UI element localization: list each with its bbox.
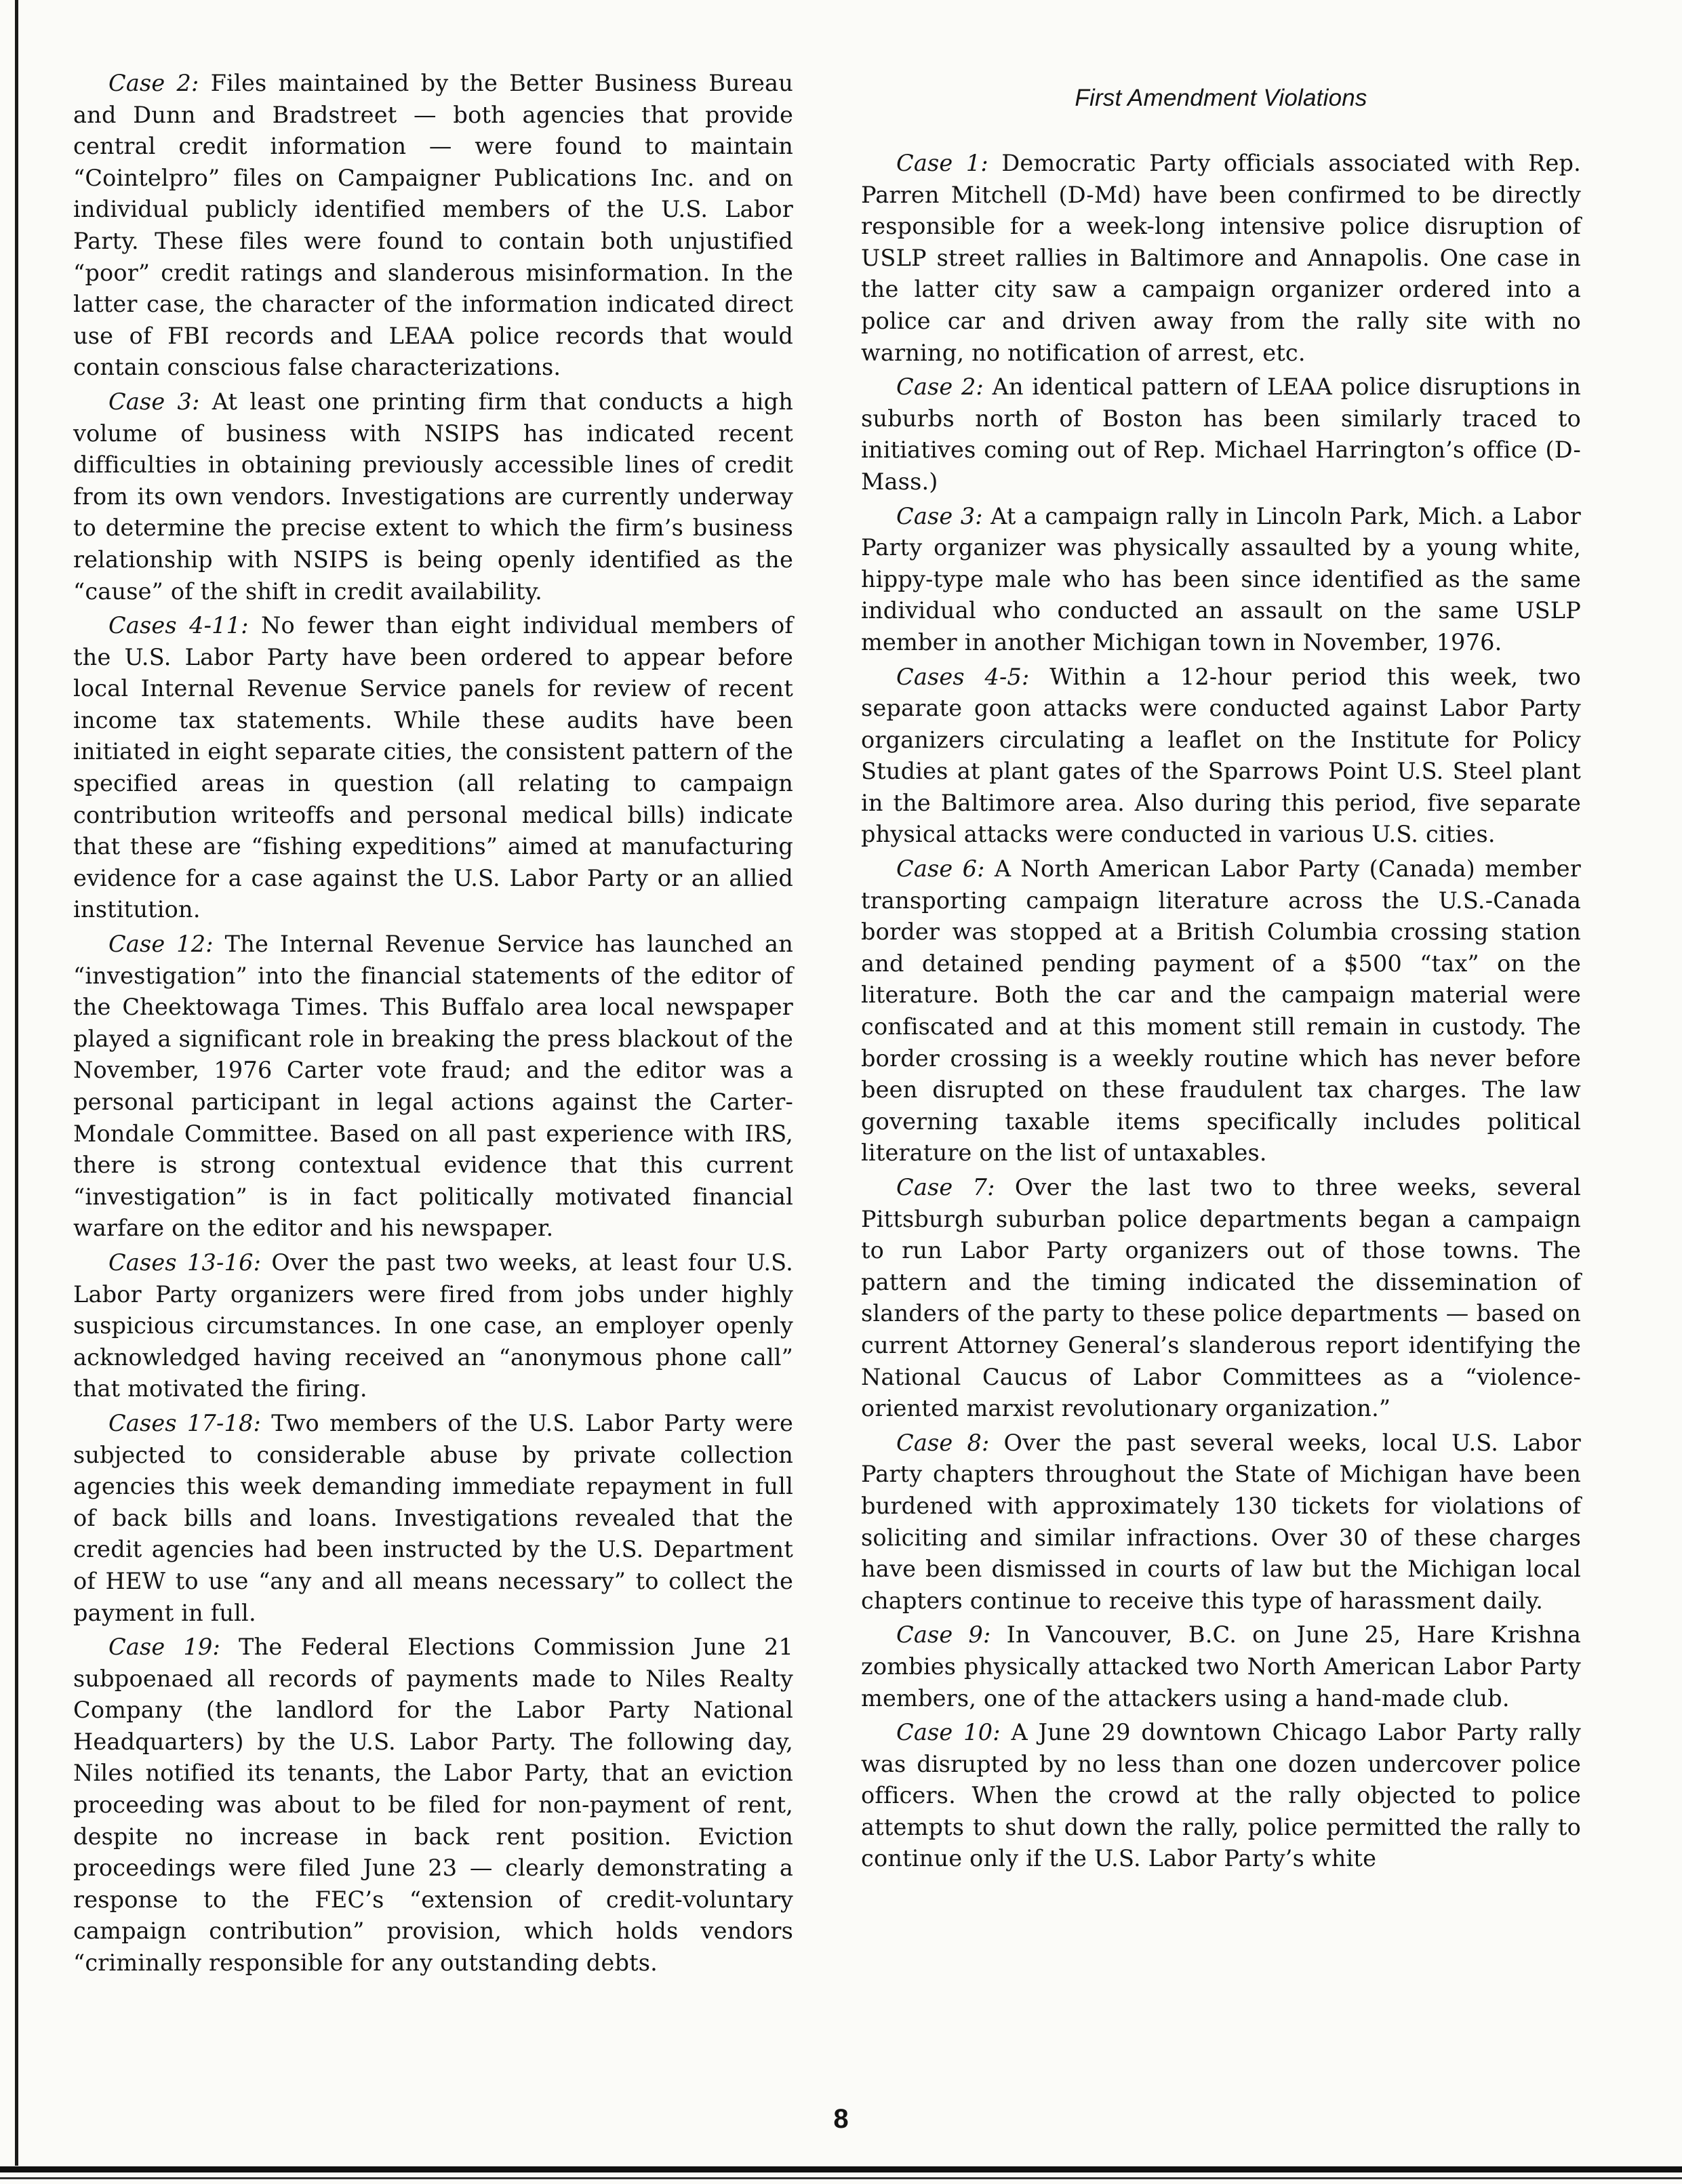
case-text: Within a 12-hour period this week, two separate goon attacks were conducted against Labor Party organizers circulating a leaflet on the Institute for Policy Studies at plant gates of the Sparrows Point U.S. Steel plant in the Baltimore area. Also during this period, five separate physical attacks were conducted in various U.S. cities.: [861, 663, 1581, 848]
case-paragraph: [861, 853, 1581, 1169]
case-paragraph: [73, 1408, 793, 1629]
case-label: Case 19:: [108, 1634, 220, 1661]
right-column: [861, 83, 1581, 1878]
case-label: Case 12:: [108, 931, 214, 958]
page-number: 8: [833, 2104, 849, 2134]
bottom-border-rule: [0, 2166, 1682, 2172]
case-paragraph: [73, 1632, 793, 1979]
case-paragraph: [73, 386, 793, 607]
case-text: Over the past two weeks, at least four U.S. Labor Party organizers were fired from jobs under highly suspicious circumstances. In one case, an employer openly acknowledged having received an “anonymous phone call” that motivated the firing.: [73, 1249, 793, 1402]
case-paragraph: [861, 371, 1581, 498]
case-label: Case 7:: [896, 1174, 995, 1200]
case-label: Cases 4-11:: [108, 612, 249, 639]
case-label: Case 2:: [108, 70, 199, 96]
left-column: [73, 68, 793, 1982]
case-paragraph: [73, 1247, 793, 1405]
case-label: Case 1:: [896, 150, 988, 176]
case-text: Files maintained by the Better Business Bureau and Dunn and Bradstreet — both agencies that provide central credit information — were found to maintain “Cointelpro” files on Campaigner Publications Inc. and on individual publicly identified members of the U.S. Labor Party. These files were found to contain both unjustified “poor” credit ratings and slanderous misinformation. In the latter case, the character of the information indicated direct use of FBI records and LEAA police records that would contain conscious false characterizations.: [73, 70, 793, 381]
case-paragraph: [861, 148, 1581, 369]
case-paragraph: [861, 1619, 1581, 1714]
case-text: At a campaign rally in Lincoln Park, Mich. a Labor Party organizer was physically assaulted by a young white, hippy-type male who has been since identified as the same individual who conducted an assault on the same USLP member in another Michigan town in November, 1976.: [861, 502, 1581, 655]
case-text: Two members of the U.S. Labor Party were subjected to considerable abuse by private collection agencies this week demanding immediate repayment in full of back bills and loans. Investigations revealed that the credit agencies had been instructed by the U.S. Department of HEW to use “any and all means necessary” to collect the payment in full.: [73, 1409, 793, 1626]
case-text: A June 29 downtown Chicago Labor Party rally was disrupted by no less than one dozen undercover police officers. When the crowd at the rally objected to police attempts to shut down the rally, police permitted the rally to continue only if the U.S. Labor Party’s white: [861, 1719, 1581, 1872]
case-label: Cases 17-18:: [108, 1409, 262, 1436]
case-paragraph: [73, 610, 793, 926]
case-paragraph: [861, 1717, 1581, 1875]
case-label: Case 3:: [108, 388, 200, 415]
case-text: The Internal Revenue Service has launched an “investigation” into the financial statements of the editor of the Cheektowaga Times. This Buffalo area local newspaper played a significant role in breaking the press blackout of the November, 1976 Carter vote fraud; and the editor was a personal participant in legal actions against the Carter-Mondale Committee. Based on all past experience with IRS, there is strong contextual evidence that this current “investigation” is in fact politically motivated financial warfare on the editor and his newspaper.: [73, 931, 793, 1242]
case-paragraph: [73, 68, 793, 384]
case-text: An identical pattern of LEAA police disruptions in suburbs north of Boston has been similarly traced to initiatives coming out of Rep. Michael Harrington’s office (D-Mass.): [861, 373, 1581, 495]
case-paragraph: [73, 929, 793, 1245]
section-heading: First Amendment Violations: [1075, 85, 1367, 111]
case-label: Cases 13-16:: [108, 1249, 262, 1276]
case-text: No fewer than eight individual members of the U.S. Labor Party have been ordered to appear before local Internal Revenue Service panels for review of recent income tax statements. While these audits have been initiated in eight separate cities, the consistent pattern of the specified areas in question (all relating to campaign contribution writeoffs and personal medical bills) indicate that these are “fishing expeditions” aimed at manufacturing evidence for a case against the U.S. Labor Party or an allied institution.: [73, 612, 793, 923]
case-text: The Federal Elections Commission June 21 subpoenaed all records of payments made to Niles Realty Company (the landlord for the Labor Party National Headquarters) by the U.S. Labor Party. The following day, Niles notified its tenants, the Labor Party, that an eviction proceeding was about to be filed for non-payment of rent, despite no increase in back rent position. Eviction proceedings were filed June 23 — clearly demonstrating a response to the FEC’s “extension of credit-voluntary campaign contribution” provision, which holds vendors “criminally responsible for any outstanding debts.: [73, 1634, 793, 1977]
case-paragraph: [861, 1172, 1581, 1425]
case-label: Case 2:: [896, 373, 984, 401]
case-paragraph: [861, 662, 1581, 851]
case-text: In Vancouver, B.C. on June 25, Hare Krishna zombies physically attacked two North American Labor Party members, one of the attackers using a hand-made club.: [861, 1621, 1581, 1712]
case-text: Democratic Party officials associated with Rep. Parren Mitchell (D-Md) have been confirmed to be directly responsible for a week-long intensive police disruption of USLP street rallies in Baltimore and Annapolis. One case in the latter city saw a campaign organizer ordered into a police car and driven away from the rally site with no warning, no notification of arrest, etc.: [861, 150, 1581, 366]
case-text: Over the last two to three weeks, several Pittsburgh suburban police departments began a campaign to run Labor Party organizers out of those towns. The pattern and the timing indicated the dissemination of slanders of the party to these police departments — based on current Attorney General’s slanderous report identifying the National Caucus of Labor Committees as a “violence-oriented marxist revolutionary organization.”: [861, 1174, 1581, 1422]
case-label: Cases 4-5:: [896, 663, 1030, 690]
case-label: Case 10:: [896, 1719, 1001, 1746]
case-label: Case 3:: [896, 502, 983, 529]
case-paragraph: [861, 1428, 1581, 1617]
case-label: Case 8:: [896, 1429, 990, 1456]
case-text: Over the past several weeks, local U.S. Labor Party chapters throughout the State of Michigan have been burdened with approximately 130 tickets for violations of soliciting and similar infractions. Over 30 of these charges have been dismissed in courts of law but the Michigan local chapters continue to receive this type of harassment daily.: [861, 1429, 1581, 1614]
case-text: A North American Labor Party (Canada) member transporting campaign literature across the U.S.-Canada border was stopped at a British Columbia crossing station and detained pending payment of a $500 “tax” on the literature. Both the car and the campaign material were confiscated and at this moment still remain in custody. The border crossing is a weekly routine which has never before been disrupted on these fraudulent tax charges. The law governing taxable items specifically includes political literature on the list of untaxables.: [861, 855, 1581, 1167]
case-paragraph: [861, 501, 1581, 659]
case-label: Case 6:: [896, 855, 985, 883]
left-margin-rule: [15, 0, 18, 2166]
case-label: Case 9:: [896, 1621, 991, 1649]
case-text: At least one printing firm that conducts a high volume of business with NSIPS has indicated recent difficulties in obtaining previously accessible lines of credit from its own vendors. Investigations are currently underway to determine the precise extent to which the firm’s business relationship with NSIPS is being openly identified as the “cause” of the shift in credit availability.: [73, 388, 793, 605]
bottom-border-rule-thin: [0, 2177, 1682, 2179]
